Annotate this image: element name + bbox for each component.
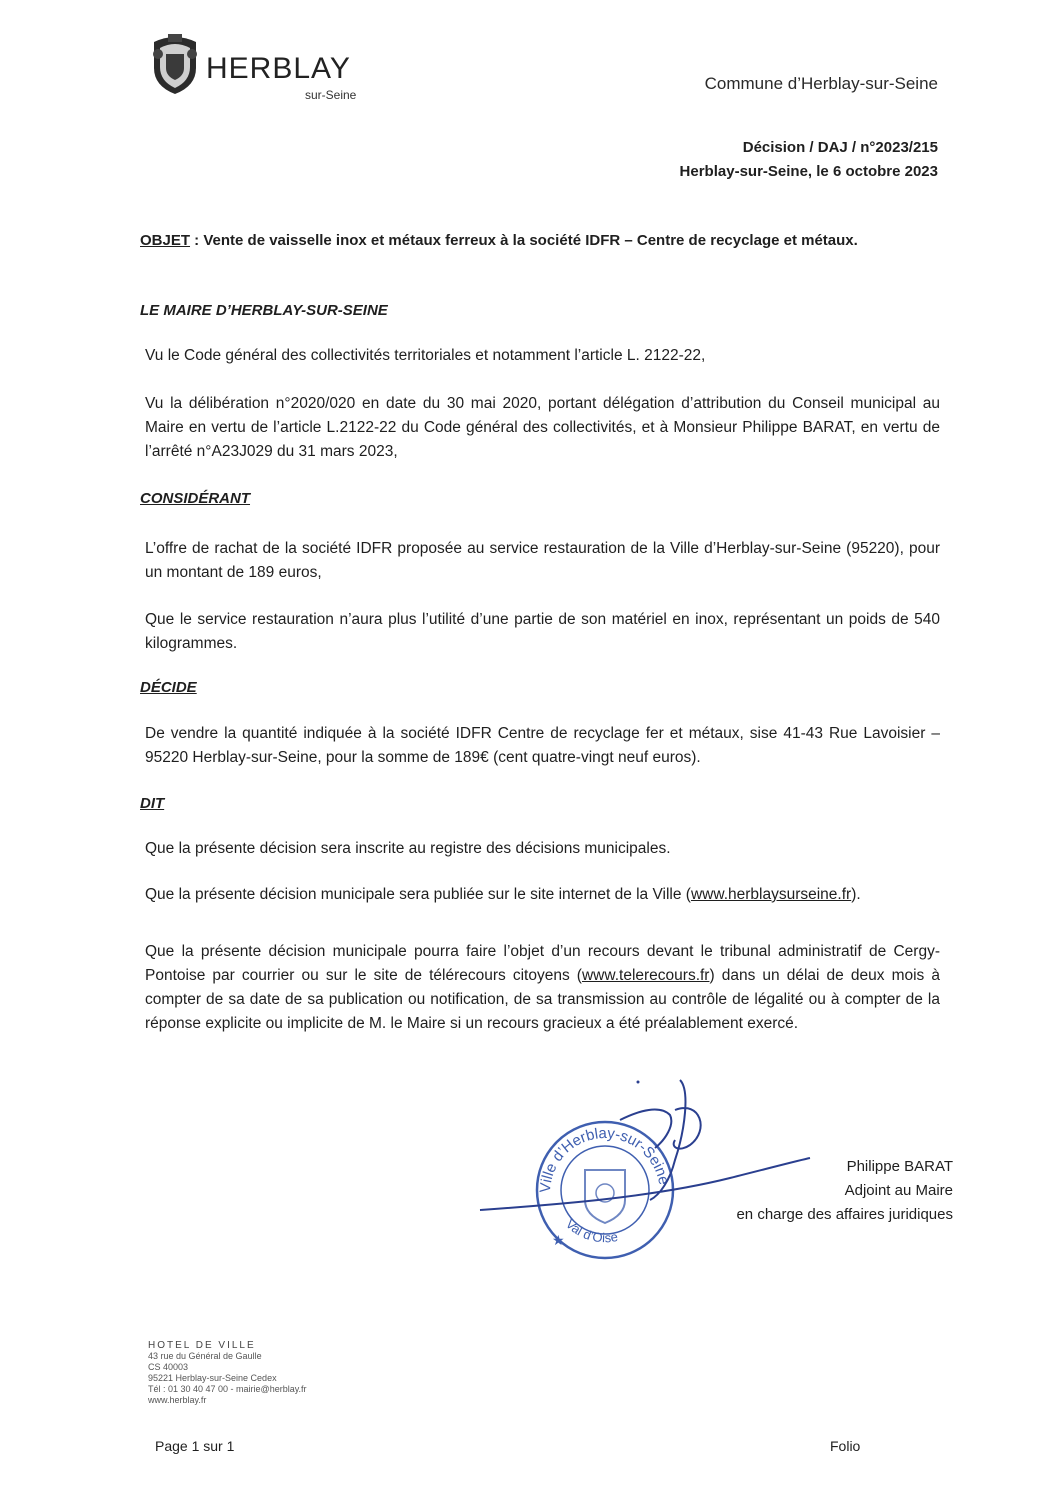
heading-decide: DÉCIDE (140, 679, 197, 696)
objet-label: OBJET (140, 232, 191, 249)
decision-reference-block (680, 136, 938, 184)
address-line: 43 rue du Général de Gaulle (148, 1351, 262, 1361)
heading-considerant: CONSIDÉRANT (140, 490, 251, 507)
signer-name: Philippe BARAT (846, 1158, 953, 1175)
objet-text: : Vente de vaisselle inox et métaux ferreux à la société IDFR – Centre de recyclage et métaux. (190, 232, 858, 249)
paragraph-recours (145, 940, 940, 1036)
paragraph-vu-deliberation: Vu la délibération n°2020/020 en date du 30 mai 2020, portant délégation d’attribution du Conseil municipal au Maire en vertu de l’article L.2122-22 du Code général des collectivités, et à Monsieur Philippe BARAT, en vertu de l’arrêté n°A23J029 du 31 mars 2023, (145, 395, 940, 460)
folio-label: Folio (830, 1438, 861, 1454)
web-line: www.herblay.fr (148, 1395, 207, 1405)
footer-address (148, 1340, 307, 1406)
publication-text-end: ). (851, 886, 861, 903)
address-line: 95221 Herblay-sur-Seine Cedex (148, 1373, 277, 1383)
publication-text: Que la présente décision municipale sera publiée sur le site internet de la Ville ( (145, 886, 691, 903)
stamp-text-bottom: Val d’Oise (562, 1216, 620, 1246)
signer-block (736, 1155, 953, 1227)
city-crest-icon (148, 34, 202, 96)
page-number: Page 1 sur 1 (155, 1438, 235, 1454)
heading-dit: DIT (140, 795, 165, 812)
paragraph-publication (145, 883, 940, 907)
herblay-logo (148, 32, 378, 102)
logo-subtitle: sur-Seine (305, 88, 357, 102)
address-line: CS 40003 (148, 1362, 189, 1372)
signer-duty: en charge des affaires juridiques (736, 1206, 953, 1223)
telerecours-link[interactable]: www.telerecours.fr (581, 967, 710, 984)
heading-maire: LE MAIRE D’HERBLAY-SUR-SEINE (140, 302, 388, 319)
paragraph-registre: Que la présente décision sera inscrite au registre des décisions municipales. (145, 840, 671, 857)
star-icon: ★ (552, 1232, 565, 1248)
herblay-website-link[interactable]: www.herblaysurseine.fr (690, 886, 852, 903)
objet-line (140, 232, 858, 249)
paragraph-vente: De vendre la quantité indiquée à la société IDFR Centre de recyclage fer et métaux, sise 41-43 Rue Lavoisier – 95220 Herblay-sur-Seine, pour la somme de 189€ (cent quatre-vingt neuf euros). (145, 725, 940, 766)
office-title: HOTEL DE VILLE (148, 1340, 256, 1351)
recours-text: Que la présente décision municipale pourra faire l’objet d’un recours devant le tribunal administratif de Cergy-Pontoise par courrier ou sur le site de télérecours citoyens ( (145, 943, 940, 984)
decision-number: Décision / DAJ / n°2023/215 (742, 139, 938, 156)
paragraph-vu-code: Vu le Code général des collectivités territoriales et notamment l’article L. 2122-22, (145, 347, 706, 364)
recours-text-end: ) dans un délai de deux mois à compter de sa date de sa publication ou notification, de sa transmission au contrôle de légalité ou à compter de la réponse explicite ou implicite de M. le Maire si un recours gracieux a été préalablement exercé. (145, 967, 940, 1032)
stamp-text-top: Ville d’Herblay-sur-Seine (536, 1124, 673, 1194)
paragraph-materiel: Que le service restauration n’aura plus l’utilité d’une partie de son matériel en inox, représentant un poids de 540 kilogrammes. (145, 611, 940, 652)
contact-line: Tél : 01 30 40 47 00 - mairie@herblay.fr (148, 1384, 307, 1394)
decision-date: Herblay-sur-Seine, le 6 octobre 2023 (679, 163, 938, 180)
signer-role: Adjoint au Maire (844, 1182, 953, 1199)
commune-name: Commune d’Herblay-sur-Seine (704, 74, 938, 93)
paragraph-offre: L’offre de rachat de la société IDFR proposée au service restauration de la Ville d’Herblay-sur-Seine (95220), pour un montant de 189 euros, (145, 540, 940, 581)
logo-name: HERBLAY (206, 52, 351, 85)
